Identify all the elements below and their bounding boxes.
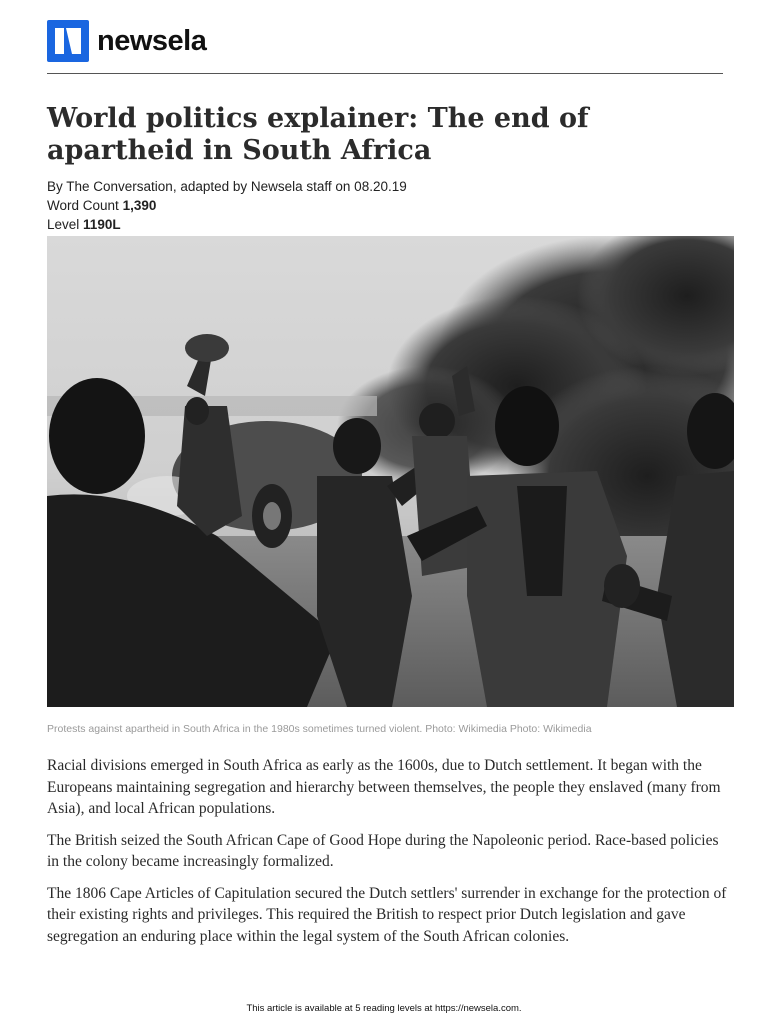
body-paragraph-1: Racial divisions emerged in South Africa as early as the 1600s, due to Dutch settlement. It began with the Europeans maintaining segregation and hierarchy between themselves, the people they enslaved (many from Asia), and local African populations. — [47, 757, 721, 817]
body-paragraph-3: The 1806 Cape Articles of Capitulation secured the Dutch settlers' surrender in exchange for the protection of their existing rights and privileges. This required the British to respect prior Dutch legislation and gave segregation an enduring place within the legal system of the South African colonies. — [47, 884, 727, 945]
newsela-wordmark: newsela — [97, 24, 207, 57]
reading-level — [47, 215, 407, 234]
newsela-logo[interactable] — [47, 19, 206, 63]
body-paragraph-2: The British seized the South African Cape of Good Hope during the Napoleonic period. Race-based policies in the colony became increasingly formalized. — [47, 831, 719, 870]
photo-caption: Protests against apartheid in South Africa in the 1980s sometimes turned violent. Photo: Wikimedia Photo: Wikimedia — [47, 723, 592, 735]
header-divider — [47, 73, 723, 74]
article-body — [47, 755, 727, 957]
newsela-logo-icon — [47, 20, 89, 62]
level-value: 1190L — [83, 217, 121, 232]
word-count-label: Word Count — [47, 198, 119, 213]
word-count — [47, 196, 407, 215]
protest-photo-illustration — [47, 236, 734, 707]
word-count-value: 1,390 — [122, 198, 157, 213]
article-title: World politics explainer: The end of apartheid in South Africa — [47, 103, 589, 166]
article-meta — [47, 177, 407, 234]
footer-note: This article is available at 5 reading levels at https://newsela.com. — [246, 1003, 522, 1014]
level-label: Level — [47, 217, 80, 232]
article-photo — [47, 236, 734, 707]
byline: By The Conversation, adapted by Newsela staff on 08.20.19 — [47, 179, 407, 194]
